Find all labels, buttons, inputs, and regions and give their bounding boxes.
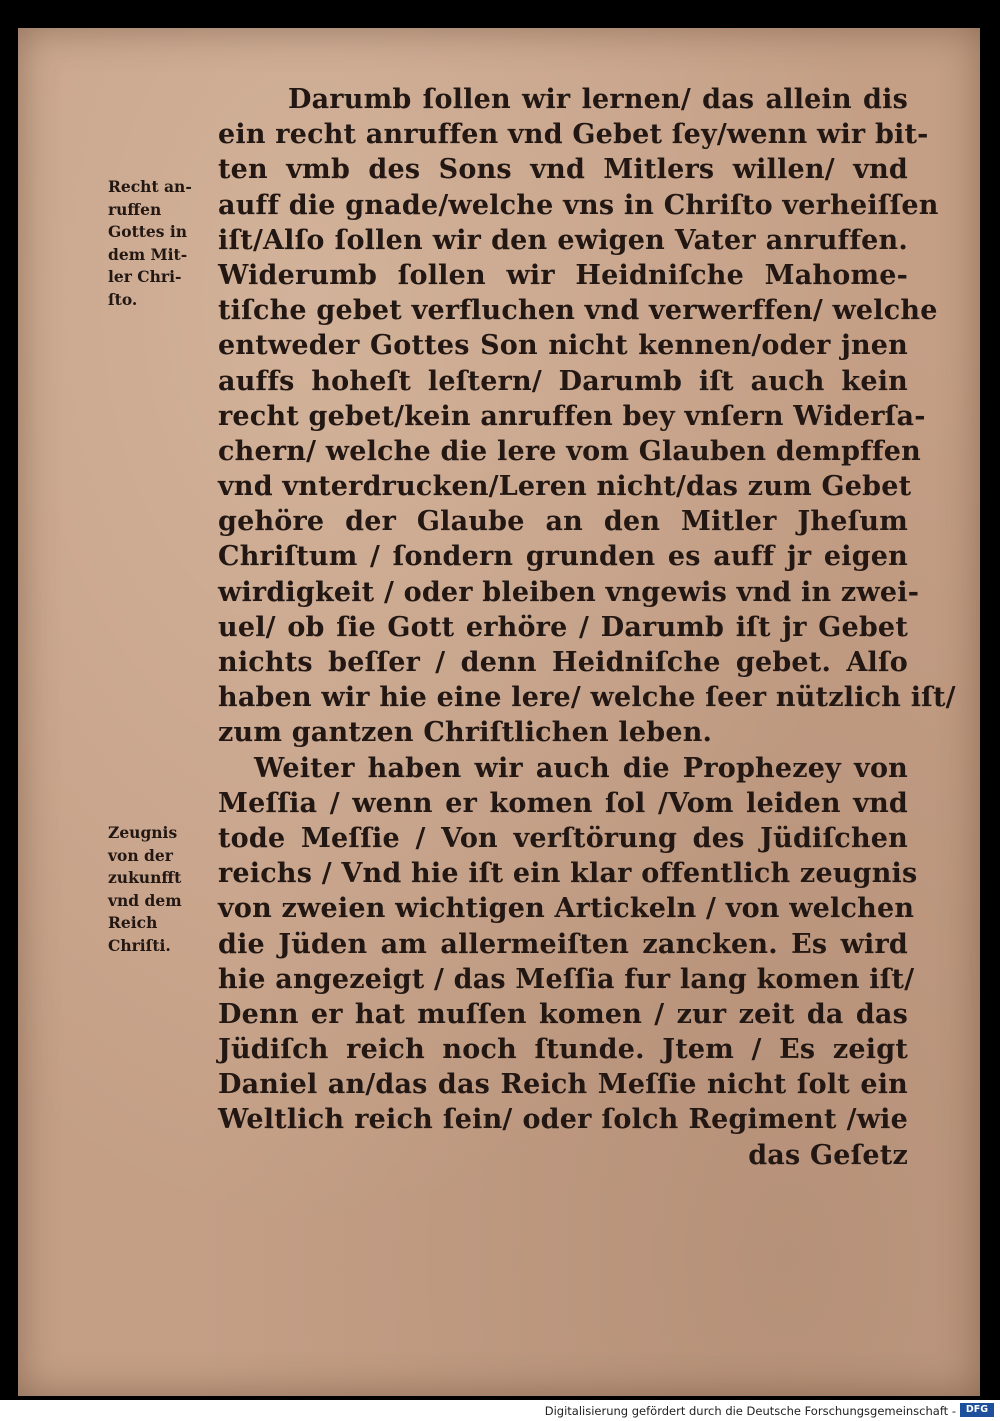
margin-note-testimony <box>108 822 213 957</box>
margin-note-line: von der <box>108 845 173 865</box>
text-line: tiſche gebet verfluchen vnd verwerffen/ welche <box>218 295 938 327</box>
text-line: haben wir hie eine lere/ welche ſeer nützlich iſt/ <box>218 682 956 714</box>
text-line: ein recht anruffen vnd Gebet ſey/wenn wir bit- <box>218 119 929 151</box>
catchword: das Geſetz <box>748 1139 908 1171</box>
text-line: Weltlich reich ſein/ oder ſolch Regiment /wie <box>218 1104 908 1136</box>
margin-note-line: ler Chri- <box>108 267 182 286</box>
dfg-logo: DFG <box>960 1403 994 1417</box>
text-line: Darumb ſollen wir lernen/ das allein dis <box>288 84 908 115</box>
margin-note-line: vnd dem <box>108 890 182 910</box>
text-line: ten vmb des Sons vnd Mitlers willen/ vnd <box>218 154 908 186</box>
text-line: wirdigkeit / oder bleiben vngewis vnd in zwei- <box>218 576 920 608</box>
footer-bar <box>0 1400 1000 1421</box>
text-line: auffs hoheſt leſtern/ Darumb iſt auch kein <box>218 365 908 397</box>
text-line: gehöre der Glaube an den Mitler Jheſum <box>218 506 908 538</box>
text-line: hie angezeigt / das Meſſia fur lang komen iſt/ <box>218 963 915 995</box>
margin-note-line: zukunfft <box>108 868 182 887</box>
margin-note-prayer <box>108 176 213 311</box>
margin-note-line: ſto. <box>108 289 138 309</box>
footer-credit: Digitalisierung gefördert durch die Deutsche Forschungsgemeinschaft - <box>544 1404 956 1418</box>
text-line: reichs / Vnd hie iſt ein klar offentlich zeugnis <box>218 858 918 890</box>
text-line: Weiter haben wir auch die Prophezey von <box>254 752 908 784</box>
margin-note-line: Chriſti. <box>108 935 171 955</box>
text-line: zum gantzen Chriſtlichen leben. <box>218 717 713 749</box>
body-text <box>218 82 956 1173</box>
text-line: tode Meſſie / Von verſtörung des Jüdiſchen <box>218 822 908 854</box>
margin-note-line: Zeugnis <box>108 823 178 842</box>
margin-note-line: Recht an- <box>108 177 192 196</box>
margin-note-line: Reich <box>108 913 158 932</box>
text-line: iſt/Alſo ſollen wir den ewigen Vater anruffen. <box>218 224 908 256</box>
margin-note-line: dem Mit- <box>108 244 188 264</box>
text-line: uel/ ob ſie Gott erhöre / Darumb iſt jr Gebet <box>218 611 908 643</box>
text-line: die Jüden am allermeiſten zancken. Es wird <box>218 928 908 960</box>
text-line: Denn er hat muſſen komen / zur zeit da das <box>218 998 908 1030</box>
margin-note-line: Gottes in <box>108 222 188 241</box>
text-line: entweder Gottes Son nicht kennen/oder jnen <box>218 330 908 362</box>
text-line: von zweien wichtigen Artickeln / von welchen <box>218 893 915 925</box>
text-line: nichts beſſer / denn Heidniſche gebet. Alſo <box>218 647 908 678</box>
text-line: Daniel an/das das Reich Meſſie nicht ſolt ein <box>218 1069 908 1101</box>
text-line: vnd vnterdrucken/Leren nicht/das zum Gebet <box>218 471 912 503</box>
text-line: recht gebet/kein anruffen bey vnſern Widerſa- <box>218 400 926 432</box>
margin-note-line: ruffen <box>108 199 162 219</box>
text-line: chern/ welche die lere vom Glauben dempffen <box>218 435 921 467</box>
text-line: Jüdiſch reich noch ſtunde. Jtem / Es zeigt <box>218 1034 908 1066</box>
text-line: auff die gnade/welche vns in Chriſto verheiſſen <box>218 189 939 221</box>
text-line: Chriſtum / ſondern grunden es auff jr eigen <box>218 541 908 573</box>
text-line: Meſſia / wenn er komen ſol /Vom leiden vnd <box>218 787 908 819</box>
text-line: Widerumb ſollen wir Heidniſche Mahome- <box>218 259 908 291</box>
